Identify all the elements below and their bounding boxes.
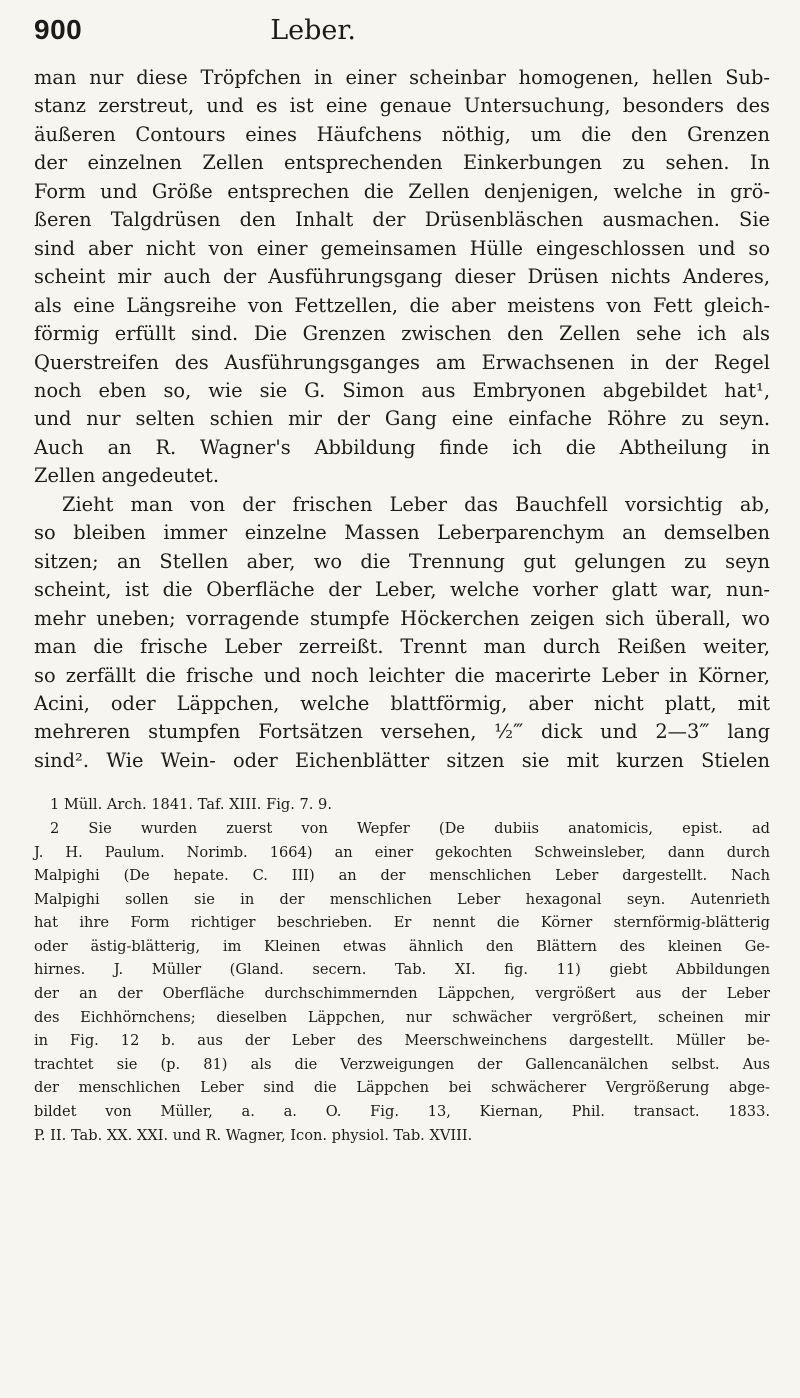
text-line: noch eben so, wie sie G. Simon aus Embryonen abgebildet hat¹, xyxy=(34,378,770,402)
text-line: sind aber nicht von einer gemeinsamen Hülle eingeschlossen und so xyxy=(34,236,770,260)
text-line: Auch an R. Wagner's Abbildung finde ich die Abtheilung in xyxy=(34,435,770,459)
footnote-2: 2 Sie wurden zuerst von Wepfer (De dubiis anatomicis, epist. ad xyxy=(50,819,770,837)
page-number: 900 xyxy=(34,14,83,45)
text-line: scheint mir auch der Ausführungsgang dieser Drüsen nichts Anderes, xyxy=(34,265,770,289)
text-line: sitzen; an Stellen aber, wo die Trennung gut gelungen zu seyn xyxy=(34,549,770,573)
footnote-line: oder ästig-blätterig, im Kleinen etwas ähnlich den Blättern des kleinen Ge- xyxy=(34,937,770,955)
text-line: so bleiben immer einzelne Massen Leberparenchym an demselben xyxy=(34,521,770,545)
footnote-line: trachtet sie (p. 81) als die Verzweigungen der Gallencanälchen selbst. Aus xyxy=(34,1055,770,1073)
text-line: so zerfällt die frische und noch leichter die macerirte Leber in Körner, xyxy=(34,663,770,687)
paragraph-2 xyxy=(34,491,770,776)
page-header xyxy=(34,14,770,58)
footnote-line: J. H. Paulum. Norimb. 1664) an einer gekochten Schweinsleber, dann durch xyxy=(34,843,770,861)
footnote-line: in Fig. 12 b. aus der Leber des Meerschweinchens dargestellt. Müller be- xyxy=(34,1032,770,1050)
footnotes xyxy=(34,793,770,1147)
footnote-1: 1 Müll. Arch. 1841. Taf. XIII. Fig. 7. 9. xyxy=(50,796,332,814)
footnote-line: hirnes. J. Müller (Gland. secern. Tab. XI. fig. 11) giebt Abbildungen xyxy=(34,961,770,979)
footnote-line: hat ihre Form richtiger beschrieben. Er nennt die Körner sternförmig-blätterig xyxy=(34,914,770,932)
text-line: sind². Wie Wein- oder Eichenblätter sitzen sie mit kurzen Stielen xyxy=(34,748,770,772)
text-line: Form und Größe entsprechen die Zellen denjenigen, welche in grö- xyxy=(34,179,770,203)
text-line: äußeren Contours eines Häufchens nöthig, um die den Grenzen xyxy=(34,122,770,146)
main-text xyxy=(34,64,770,775)
text-line: Zieht man von der frischen Leber das Bauchfell vorsichtig ab, xyxy=(62,492,770,516)
text-line: scheint, ist die Oberfläche der Leber, welche vorher glatt war, nun- xyxy=(34,578,770,602)
text-line: mehr uneben; vorragende stumpfe Höckerchen zeigen sich überall, wo xyxy=(34,606,770,630)
text-line: Zellen angedeutet. xyxy=(34,464,220,488)
running-head: Leber. xyxy=(270,15,356,46)
text-line: förmig erfüllt sind. Die Grenzen zwischen den Zellen sehe ich als xyxy=(34,322,770,346)
footnote-line: des Eichhörnchens; dieselben Läppchen, nur schwächer vergrößert, scheinen mir xyxy=(34,1008,770,1026)
text-line: mehreren stumpfen Fortsätzen versehen, ½‴ dick und 2—3‴ lang xyxy=(34,720,770,744)
footnote-line: der menschlichen Leber sind die Läppchen bei schwächerer Vergrößerung abge- xyxy=(34,1079,770,1097)
text-line: ßeren Talgdrüsen den Inhalt der Drüsenbläschen ausmachen. Sie xyxy=(34,208,770,232)
text-line: und nur selten schien mir der Gang eine einfache Röhre zu seyn. xyxy=(34,407,770,431)
text-line: Acini, oder Läppchen, welche blattförmig, aber nicht platt, mit xyxy=(34,691,770,715)
footnote-line: bildet von Müller, a. a. O. Fig. 13, Kiernan, Phil. transact. 1833. xyxy=(34,1103,770,1121)
paragraph-1 xyxy=(34,64,770,491)
text-line: stanz zerstreut, und es ist eine genaue Untersuchung, besonders des xyxy=(34,94,770,118)
text-line: Querstreifen des Ausführungsganges am Erwachsenen in der Regel xyxy=(34,350,770,374)
text-line: man die frische Leber zerreißt. Trennt man durch Reißen weiter, xyxy=(34,635,770,659)
text-line: als eine Längsreihe von Fettzellen, die aber meistens von Fett gleich- xyxy=(34,293,770,317)
text-line: man nur diese Tröpfchen in einer scheinbar homogenen, hellen Sub- xyxy=(34,66,770,89)
text-line: der einzelnen Zellen entsprechenden Einkerbungen zu sehen. In xyxy=(34,151,770,175)
footnote-line: der an der Oberfläche durchschimmernden Läppchen, vergrößert aus der Leber xyxy=(34,985,770,1003)
footnote-line: Malpighi sollen sie in der menschlichen Leber hexagonal seyn. Autenrieth xyxy=(34,890,770,908)
footnote-line: Malpighi (De hepate. C. III) an der menschlichen Leber dargestellt. Nach xyxy=(34,867,770,885)
footnote-line: P. II. Tab. XX. XXI. und R. Wagner, Icon. physiol. Tab. XVIII. xyxy=(34,1126,473,1144)
